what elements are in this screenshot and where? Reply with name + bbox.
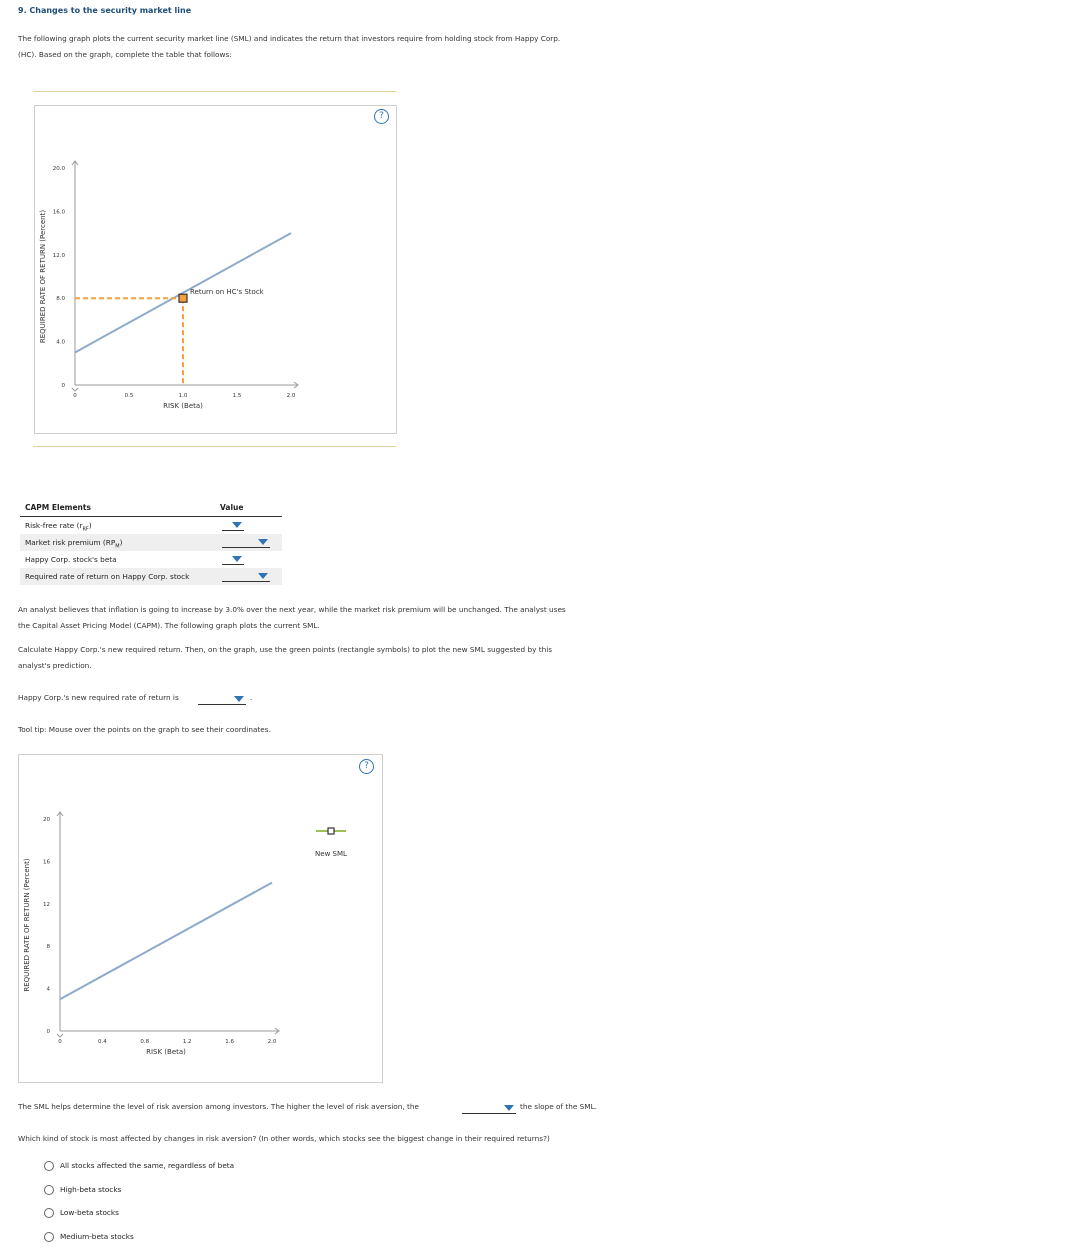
new-return-prefix: Happy Corp.'s new required rate of return is [18,693,179,702]
row-label: Required rate of return on Happy Corp. stock [25,572,190,581]
hc-stock-point [179,294,187,302]
y-tick-label: 4 [46,986,50,993]
market-risk-premium-dropdown[interactable] [222,536,270,548]
radio-option[interactable]: Low-beta stocks [44,1208,119,1218]
y-tick-label: 12 [43,901,50,908]
risk-free-rate-dropdown[interactable] [222,519,244,531]
radio-circle[interactable] [44,1208,54,1218]
table-row [20,551,282,568]
radio-circle[interactable] [44,1185,54,1195]
x-axis-label: RISK (Beta) [146,1048,186,1056]
intro-text-line1: The following graph plots the current security market line (SML) and indicates the return that investors require from holding stock from Happy Corp. [18,34,561,43]
radio-circle[interactable] [44,1161,54,1171]
row-label: Market risk premium $(RP_M)$ [25,538,123,550]
table-header-value: Value [220,503,244,512]
x-tick-label: 0 [58,1039,62,1045]
radio-option[interactable]: Medium-beta stocks [44,1232,134,1242]
x-tick-label: 0.5 [124,393,134,399]
graph1-chart [0,0,420,440]
tooltip-text: Tool tip: Mouse over the points on the graph to see their coordinates. [18,725,271,734]
new-return-dropdown[interactable] [198,693,246,705]
table-row [20,568,282,585]
origin-arrow [72,388,78,391]
y-tick-label: 8 [46,944,50,951]
y-tick-label: 0 [46,1029,50,1035]
hc-stock-point-label: Return on HC's Stock [190,288,264,297]
required-return-dropdown[interactable] [222,570,270,582]
table-header-elements: CAPM Elements [25,503,91,512]
legend-marker [328,828,334,834]
y-axis-label: REQUIRED RATE OF RETURN (Percent) [39,209,47,344]
radio-circle[interactable] [44,1232,54,1242]
analyst-text-line3: Calculate Happy Corp.'s new required return. Then, on the graph, use the green points (rectangle symbols) to plot the new SML suggested by this [18,645,553,654]
y-tick-label: 16 [43,859,50,866]
row-label: Happy Corp. stock's beta [25,555,117,564]
slope-dropdown[interactable] [462,1102,516,1114]
legend-label: New SML [315,850,347,858]
table-row [20,534,282,551]
radio-option[interactable]: High-beta stocks [44,1185,121,1195]
x-tick-label: 2.0 [286,393,296,399]
y-tick-label: 20 [43,817,50,823]
question-title: 9. Changes to the security market line [18,6,192,15]
new-return-suffix: . [250,693,253,702]
x-tick-label: 0 [73,393,77,399]
graph2-chart [0,740,420,1100]
x-tick-label: 1.5 [232,393,242,399]
chevron-down-icon [232,556,242,562]
chevron-down-icon [234,696,244,702]
chevron-down-icon [258,539,268,545]
x-axis-label: RISK (Beta) [163,402,203,410]
x-tick-label: 1.2 [182,1039,192,1045]
risk-text-suffix: the slope of the SML. [520,1102,597,1111]
y-axis-label: REQUIRED RATE OF RETURN (Percent) [23,858,31,992]
analyst-text-line4: analyst's prediction. [18,661,92,670]
x-tick-label: 1.6 [225,1039,234,1045]
graph2-help-icon[interactable]: ? [359,759,374,774]
beta-dropdown[interactable] [222,553,244,565]
row-label: Risk-free rate $(r_{RF})$ [25,521,92,533]
graph1-help-icon[interactable]: ? [374,109,389,124]
divider [33,446,396,447]
x-tick-label: 2.0 [267,1039,277,1045]
chevron-down-icon [504,1105,514,1111]
y-tick-label: 12.0 [52,252,65,259]
x-tick-label: 0.8 [140,1039,150,1045]
analyst-text-line1: An analyst believes that inflation is going to increase by 3.0% over the next year, while the market risk premium will be unchanged. The analyst uses [18,605,566,614]
y-tick-label: 4.0 [56,339,65,346]
intro-text-line2: (HC). Based on the graph, complete the table that follows: [18,50,232,59]
sml-line [60,883,272,1000]
origin-arrow [57,1034,63,1037]
y-tick-label: 16.0 [52,209,65,216]
table-row [20,517,282,534]
y-tick-label: 0 [61,383,65,389]
y-tick-label: 20.0 [52,166,65,172]
radio-option[interactable]: All stocks affected the same, regardless of beta [44,1161,234,1171]
y-tick-label: 8.0 [56,296,65,303]
analyst-text-line2: the Capital Asset Pricing Model (CAPM). The following graph plots the current SML. [18,621,320,630]
x-tick-label: 1.0 [178,393,188,399]
risk-text-prefix: The SML helps determine the level of risk aversion among investors. The higher the level of risk aversion, the [18,1102,419,1111]
risk-question: Which kind of stock is most affected by changes in risk aversion? (In other words, which stocks see the biggest change in their required returns?) [18,1134,550,1143]
chevron-down-icon [232,522,242,528]
x-tick-label: 0.4 [98,1039,107,1045]
chevron-down-icon [258,573,268,579]
